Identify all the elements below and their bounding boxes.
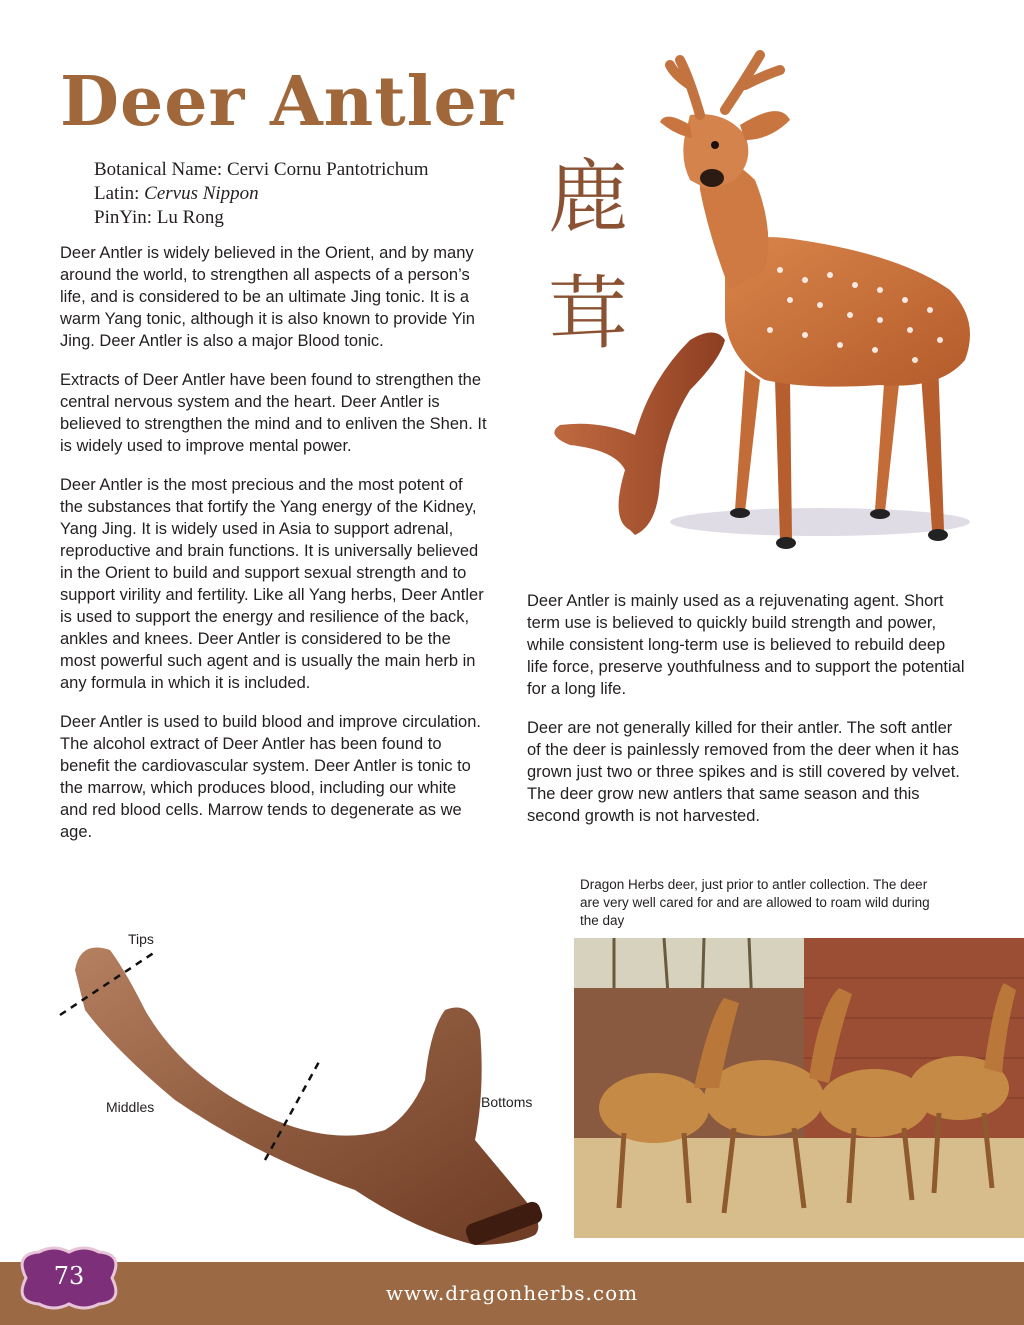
chinese-char-rong: 茸 bbox=[548, 267, 628, 360]
label-bottoms: Bottoms bbox=[481, 1094, 533, 1110]
left-paragraph: Deer Antler is used to build blood and improve circulation. The alcohol extract of Deer Antler has been found to benefit the cardiovascular system. Deer Antler is tonic to the marrow, which produces blood, including our white and red blood cells. Marrow tends to degenerate as we age. bbox=[60, 713, 481, 841]
right-column bbox=[527, 590, 967, 844]
latin-label: Latin: bbox=[94, 183, 145, 204]
photo-caption: Dragon Herbs deer, just prior to antler collection. The deer are very well cared for and are allowed to roam wild during the day bbox=[580, 877, 930, 928]
page-number: 73 bbox=[53, 1262, 85, 1290]
deer-illustration bbox=[540, 40, 990, 570]
antler-diagram bbox=[55, 930, 555, 1260]
chinese-char-lu: 鹿 bbox=[548, 151, 628, 244]
right-paragraph: Deer are not generally killed for their antler. The soft antler of the deer is painlessly removed from the deer when it has grown just two or three spikes and is still covered by velvet. The deer grow new antlers that same season and this second growth is not harvested. bbox=[527, 719, 960, 825]
deer-herd-photo bbox=[574, 938, 1024, 1238]
page-title: Deer Antler bbox=[60, 62, 515, 142]
label-tips: Tips bbox=[128, 931, 154, 947]
pinyin-name-line bbox=[94, 206, 429, 230]
pinyin-label: PinYin: bbox=[94, 207, 157, 228]
right-paragraph: Deer Antler is mainly used as a rejuvenating agent. Short term use is believed to quickly build strength and power, while consistent long-term use is believed to rebuild deep life force, preserve youthfulness and to support the potential for a long life. bbox=[527, 592, 965, 698]
botanical-name-line bbox=[94, 158, 429, 182]
pinyin-name: Lu Rong bbox=[156, 207, 224, 228]
botanical-label: Botanical Name: bbox=[94, 159, 227, 180]
footer-url[interactable]: www.dragonherbs.com bbox=[385, 1281, 639, 1305]
left-paragraph: Deer Antler is the most precious and the most potent of the substances that fortify the Yang energy of the Kidney, Yang Jing. It is widely used in Asia to support adrenal, reproductive and brain functions. It is universally believed in the Orient to build and support sexual strength and to support virility and fertility. Like all Yang herbs, Deer Antler is used to support the energy and resilience of the back, ankles and knees. Deer Antler is considered to be the most powerful such agent and is usually the main herb in any formula in which it is included. bbox=[60, 476, 484, 692]
botanical-name: Cervi Cornu Pantotrichum bbox=[226, 159, 429, 180]
latin-name-line bbox=[94, 182, 429, 206]
left-paragraph: Extracts of Deer Antler have been found to strengthen the central nervous system and the heart. Deer Antler is believed to strengthen the mind and to enliven the Shen. It is widely used to improve mental power. bbox=[60, 371, 487, 455]
left-column bbox=[60, 242, 488, 860]
herb-names bbox=[94, 158, 429, 230]
left-paragraph: Deer Antler is widely believed in the Orient, and by many around the world, to strengthen all aspects of a person’s life, and is considered to be an ultimate Jing tonic. It is a warm Yang tonic, although it is also known to provide Yin Jing. Deer Antler is also a major Blood tonic. bbox=[60, 244, 475, 350]
label-middles: Middles bbox=[106, 1099, 155, 1115]
latin-name: Cervus Nippon bbox=[144, 183, 259, 204]
